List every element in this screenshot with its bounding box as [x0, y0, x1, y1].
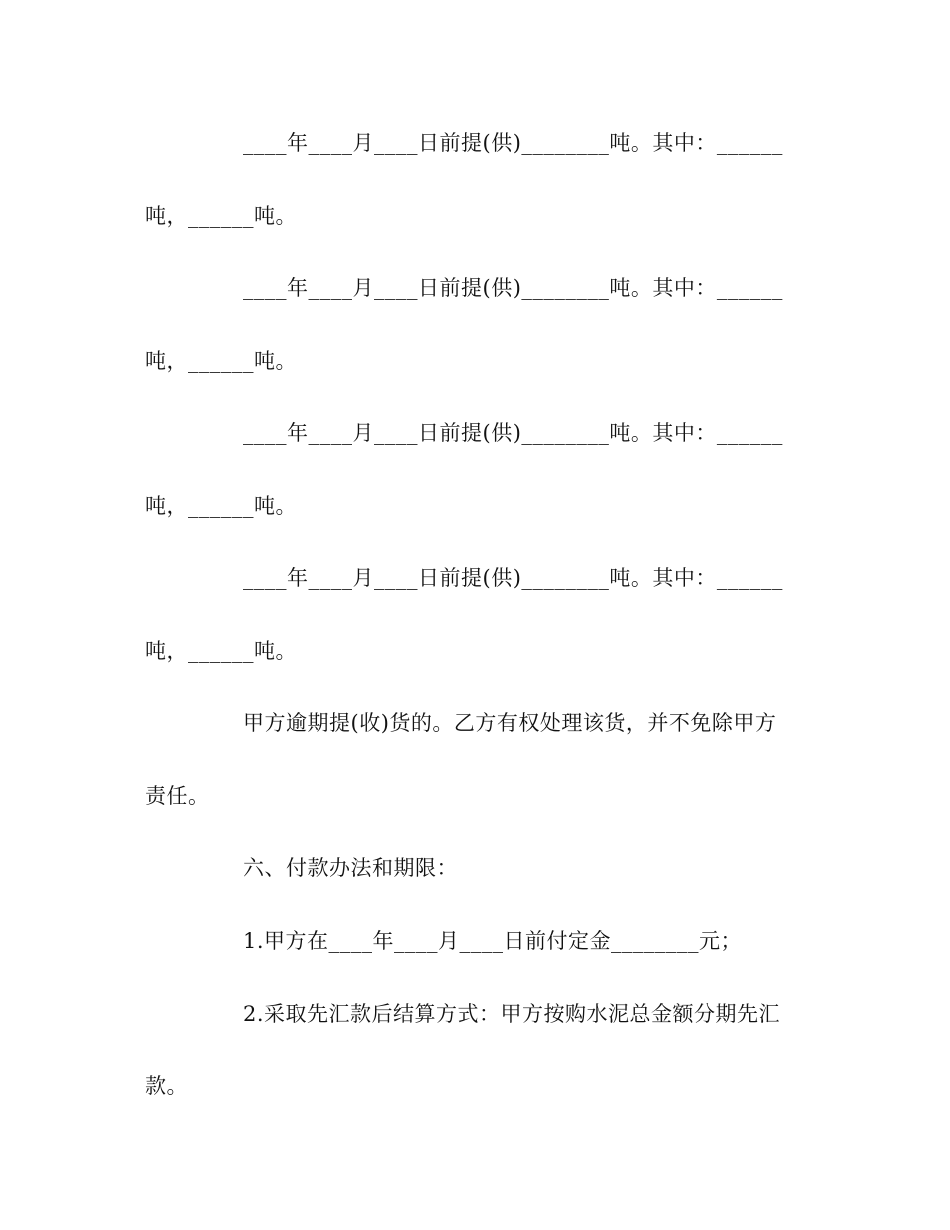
overdue-pickup-paragraph-cont: 责任。 — [145, 784, 210, 808]
delivery-schedule-line-2: ____年____月____日前提(供)________吨。其中：______ — [243, 276, 783, 300]
delivery-schedule-line-1: ____年____月____日前提(供)________吨。其中：______ — [243, 131, 783, 155]
delivery-schedule-line-4: ____年____月____日前提(供)________吨。其中：______ — [243, 566, 783, 590]
delivery-schedule-line-1-cont: 吨，______吨。 — [145, 204, 297, 228]
delivery-schedule-line-2-cont: 吨，______吨。 — [145, 349, 297, 373]
delivery-schedule-line-4-cont: 吨，______吨。 — [145, 639, 297, 663]
section-heading-payment: 六、付款办法和期限： — [243, 856, 458, 880]
payment-clause-1: 1.甲方在____年____月____日前付定金________元； — [243, 929, 743, 953]
delivery-schedule-line-3-cont: 吨，______吨。 — [145, 494, 297, 518]
overdue-pickup-paragraph: 甲方逾期提(收)货的。乙方有权处理该货，并不免除甲方 — [243, 711, 777, 735]
delivery-schedule-line-3: ____年____月____日前提(供)________吨。其中：______ — [243, 421, 783, 445]
payment-clause-2: 2.采取先汇款后结算方式：甲方按购水泥总金额分期先汇 — [243, 1002, 781, 1026]
payment-clause-2-cont: 款。 — [145, 1074, 188, 1098]
